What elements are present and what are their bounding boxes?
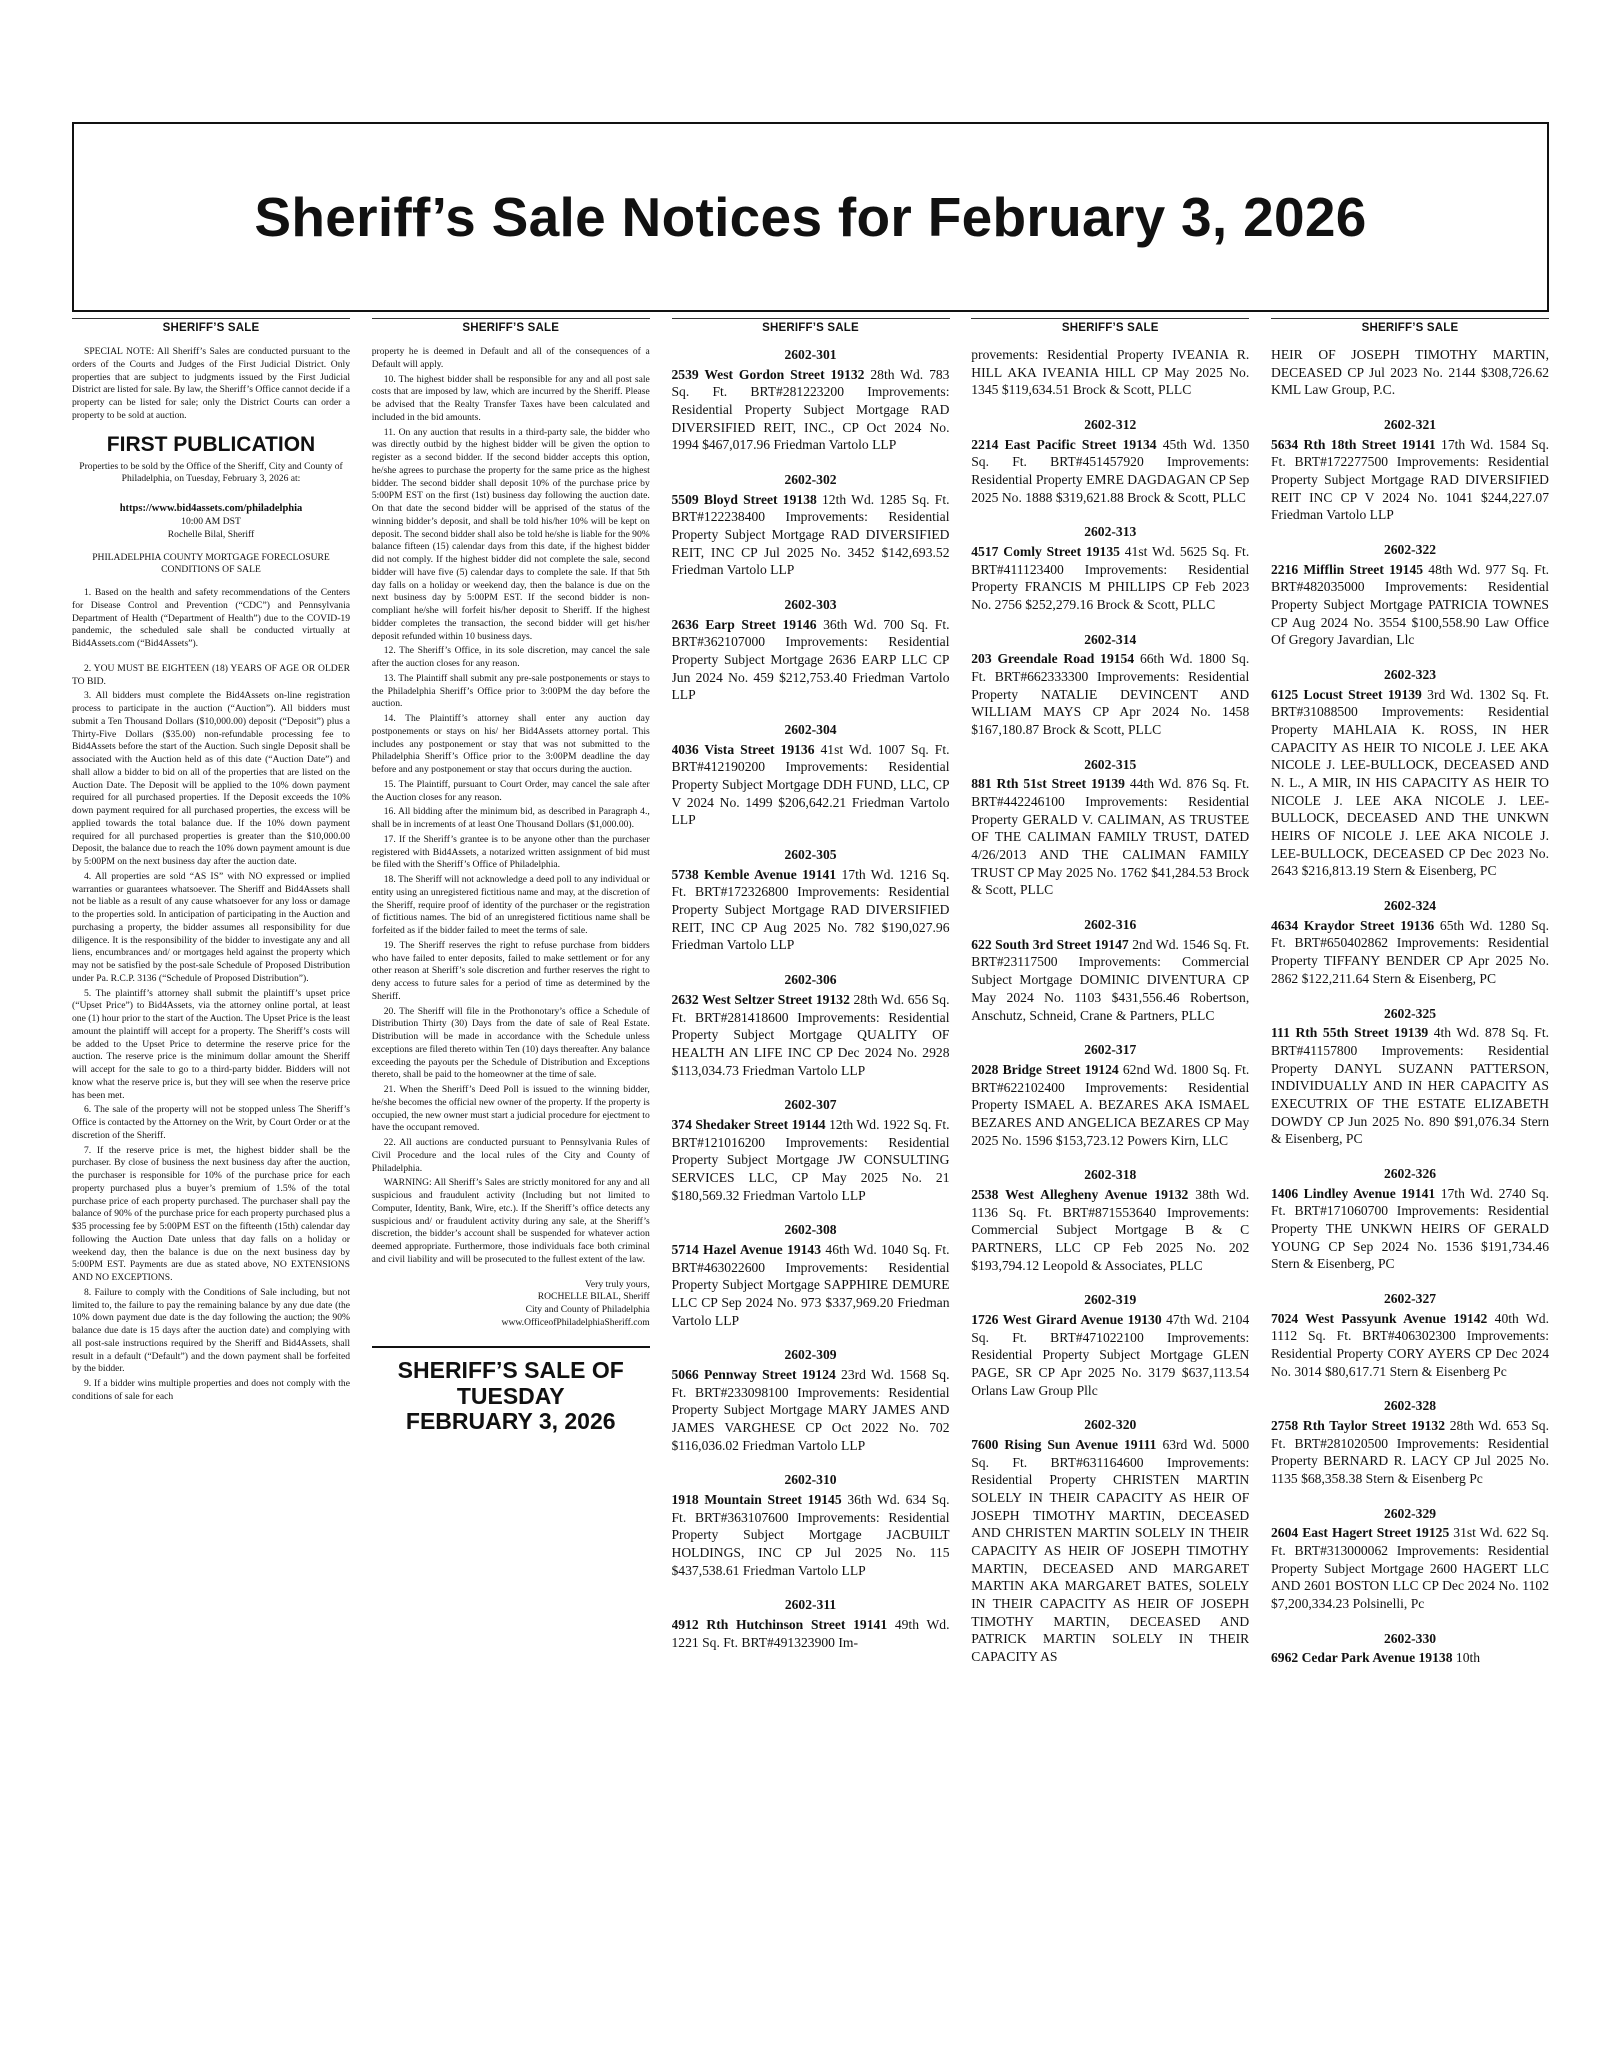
- sale-box-line: SHERIFF’S SALE OF: [397, 1357, 624, 1384]
- conditions-heading: PHILADELPHIA COUNTY MORTGAGE FORECLOSURE CONDITIONS OF SALE: [92, 551, 330, 576]
- listing-address: 4517 Comly Street 19135: [971, 544, 1120, 560]
- listing-entry: [672, 596, 950, 704]
- listing-number: 2602-324: [1383, 898, 1437, 914]
- notice-columns: [72, 318, 1549, 2036]
- listing-entry: [1271, 897, 1549, 987]
- column-heading: SHERIFF’S SALE: [1271, 318, 1549, 334]
- listing-number: 2602-323: [1383, 667, 1437, 683]
- condition-paragraph: 18. The Sheriff will not acknowledge a deed poll to any individual or entity using an unregistered fictitious name and may, at the discretion of the Sheriff, require proof of identity of the purchaser or the registration of fictitious names. The bid of an unregistered fictitious name shall be forfeited as if the bidder failed to meet the terms of sale.: [371, 874, 650, 936]
- listing-address: 2028 Bridge Street 19124: [971, 1061, 1119, 1077]
- listing-number: 2602-315: [1084, 756, 1137, 772]
- publication-text: Properties to be sold by the Office of the Sheriff, City and County of Philadelphia, on Tuesday, February 3, 2026 at:: [79, 460, 343, 485]
- listing-number: 2602-306: [784, 972, 837, 988]
- listing-number: 2602-313: [1084, 524, 1137, 540]
- listing-details: 3rd Wd. 1302 Sq. Ft. BRT#31088500 Improvements: Residential Property MAHLAIA K. ROSS, IN HER CAPACITY AS HEIR TO NICOLE J. LEE AKA NICOLE J. LEE-BULLOCK, DECEASED AND N. L., A MIR, IN HIS CAPACITY AS HEIR TO NICOLE J. LEE AKA NICOLE J. LEE-BULLOCK, DECEASED AND THE UNKWN HEIRS OF NICOLE J. LEE AKA NICOLE J. LEE-BULLOCK, DECEASED CP Dec 2023 No. 2643 $216,813.19 Stern & Eisenberg, PC: [1271, 686, 1549, 879]
- condition-paragraph: 8. Failure to comply with the Conditions of Sale including, but not limited to, the failure to pay the remaining balance by any due date (the 10% down payment due date is the day following the auction; the 90% balance due date is 15 days after the auction date) and complying with all post-sale instructions required by the Sheriff and Bid4Assets, shall result in a default (“Default”) and the down payment shall be forfeited by the bidder.: [72, 1286, 350, 1375]
- condition-paragraph: 21. When the Sheriff’s Deed Poll is issued to the winning bidder, he/she becomes the official new owner of the property. If the property is occupied, the new owner must start a judicial procedure for ejectment to have the occupant removed.: [371, 1084, 650, 1134]
- listing-address: 2539 West Gordon Street 19132: [671, 366, 865, 382]
- listing-details: 62nd Wd. 1800 Sq. Ft. BRT#622102400 Improvements: Residential Property ISMAEL A. BEZARES AKA ISMAEL BEZARES AND ANGELICA BEZARES CP May 2025 No. 1596 $153,723.12 Powers Kirn, LLC: [971, 1061, 1250, 1148]
- listing-number: 2602-308: [784, 1222, 837, 1238]
- listing-number: 2602-325: [1383, 1005, 1437, 1021]
- condition-paragraph: 7. If the reserve price is met, the highest bidder shall be the purchaser. By close of business the next business day after the auction, the purchaser is responsible for 10% of the purchase price for each property purchased plus a buyer’s premium of 1.5% of the total purchase price of each property purchased. The purchaser shall pay the balance of 90% of the purchase price for each property purchased plus a $35 processing fee by 5:00PM EST on the fifteenth (15th) calendar day following the Auction Date unless that day falls on a holiday or weekend day, then the balance is due on the next business day by 5:00PM EST. Payments are due as stated above, NO EXTENSIONS AND NO EXCEPTIONS.: [72, 1144, 350, 1284]
- listing-entry: [971, 1416, 1249, 1665]
- listing-number: 2602-310: [784, 1472, 837, 1488]
- listing-number: 2602-322: [1383, 542, 1437, 558]
- listing-address: 2216 Mifflin Street 19145: [1271, 561, 1424, 577]
- listing-entry: [1271, 666, 1549, 880]
- listing-entry: [672, 1596, 950, 1651]
- listing-number: 2602-301: [784, 347, 837, 362]
- listing-entry: [672, 471, 950, 579]
- listing-address: 111 Rth 55th Street 19139: [1271, 1025, 1429, 1041]
- listing-number: 2602-317: [1084, 1042, 1137, 1058]
- listing-address: 7024 West Passyunk Avenue 19142: [1271, 1310, 1488, 1326]
- warning-paragraph: WARNING: All Sheriff’s Sales are strictly monitored for any and all suspicious and fraudulent activity (Including but not limited to Computer, Identity, Bank, Wire, etc.). If the Sheriff’s office detects any suspicious and/ or fraudulent activity during any sale, at the Sheriff’s discretion, the bidder’s account shall be suspended for whatever action deemed appropriate. Furthermore, those individuals face both criminal and civil liability and will be prosecuted to the fullest extent of the law.: [371, 1177, 650, 1265]
- listing-entry: [1271, 1290, 1549, 1380]
- listing-details: 36th Wd. 700 Sq. Ft. BRT#362107000 Improvements: Residential Property Subject Mortgage 2636 EARP LLC CP Jun 2024 No. 459 $212,753.40 Friedman Vartolo LLP: [671, 616, 950, 703]
- condition-paragraph: 12. The Sheriff’s Office, in its sole discretion, may cancel the sale after the auction closes for any reason.: [371, 645, 650, 669]
- column-1: [72, 318, 350, 2036]
- listing-number: 2602-316: [1084, 917, 1137, 933]
- listing-entry: [1271, 1505, 1549, 1613]
- listing-entry: [672, 346, 950, 454]
- listing-entry: [672, 1221, 950, 1329]
- auction-url: https://www.bid4assets.com/philadelphia: [119, 503, 303, 514]
- signature-line: www.OfficeofPhiladelphiaSheriff.com: [501, 1317, 650, 1329]
- condition-paragraph: 6. The sale of the property will not be stopped unless The Sheriff’s Office is contacted by the Attorney on the Writ, by Court Order or at the discretion of the Sheriff.: [72, 1104, 350, 1141]
- listing-number: 2602-321: [1383, 417, 1437, 433]
- condition-paragraph: 15. The Plaintiff, pursuant to Court Order, may cancel the sale after the Auction closes for any reason.: [371, 778, 650, 803]
- listing-details: 12th Wd. 1922 Sq. Ft. BRT#121016200 Improvements: Residential Property Subject Mortgage JW CONSULTING SERVICES LLC, CP May 2025 No. 21 $180,569.32 Friedman Vartolo LLP: [671, 1116, 950, 1203]
- listing-details: 4th Wd. 878 Sq. Ft. BRT#41157800 Improvements: Residential Property DANYL SUZANN PATTERSON, INDIVIDUALLY AND IN HER CAPACITY AS EXECUTRIX OF THE ESTATE ELIZABETH DOWDY CP Jun 2025 No. 890 $91,076.34 Stern & Eisenberg, PC: [1271, 1025, 1549, 1147]
- listing-details: 10th: [1452, 1650, 1481, 1666]
- column-4: [971, 318, 1249, 2036]
- listing-details: 2nd Wd. 1546 Sq. Ft. BRT#23117500 Improvements: Commercial Subject Mortgage DOMINIC DIVENTURA CP May 2024 No. 1103 $431,556.46 Robertson, Anschutz, Schneid, Crane & Partners, PLLC: [971, 936, 1250, 1023]
- condition-paragraph: 16. All bidding after the minimum bid, as described in Paragraph 4., shall be in increments of at least One Thousand Dollars ($1,000.00).: [371, 806, 650, 830]
- listing-address: 2632 West Seltzer Street 19132: [671, 991, 850, 1007]
- listing-address: 5066 Pennway Street 19124: [671, 1366, 836, 1382]
- listing-number: 2602-329: [1383, 1505, 1437, 1521]
- listing-details: 47th Wd. 2104 Sq. Ft. BRT#471022100 Improvements: Residential Property Subject Mortgage GLEN PAGE, SR CP Apr 2025 No. 3179 $637,113.54 Orlans Law Group Pllc: [971, 1311, 1250, 1398]
- listing-address: 4036 Vista Street 19136: [671, 741, 815, 757]
- listing-details: 17th Wd. 1584 Sq. Ft. BRT#172277500 Improvements: Residential Property Subject Mortgage RAD DIVERSIFIED REIT INC CP V 2024 No. 1041 $244,227.07 Friedman Vartolo LLP: [1271, 436, 1549, 523]
- listing-details: 38th Wd. 1136 Sq. Ft. BRT#871553640 Improvements: Commercial Subject Mortgage B & C PARTNERS, LLC CP Feb 2025 No. 202 $193,794.12 Leopold & Associates, PLLC: [971, 1186, 1250, 1273]
- column-5: [1271, 318, 1549, 2036]
- listing-address: 4912 Rth Hutchinson Street 19141: [671, 1616, 888, 1632]
- listing-number: 2602-312: [1084, 417, 1137, 433]
- listing-entry: [1271, 1165, 1549, 1273]
- listing-number: 2602-328: [1383, 1398, 1437, 1414]
- listing-details: 45th Wd. 1350 Sq. Ft. BRT#451457920 Improvements: Residential Property EMRE DAGDAGAN CP Sep 2025 No. 1888 $319,621.88 Brock & Scott, PLLC: [971, 436, 1250, 505]
- listing-address: 622 South 3rd Street 19147: [971, 936, 1129, 952]
- listing-details: 17th Wd. 1216 Sq. Ft. BRT#172326800 Improvements: Residential Property Subject Mortgage RAD DIVERSIFIED REIT, INC CP Aug 2025 No. 782 $190,027.96 Friedman Vartolo LLP: [671, 866, 950, 953]
- column-heading: SHERIFF’S SALE: [672, 318, 950, 334]
- condition-paragraph: 14. The Plaintiff’s attorney shall enter any auction day postponements or stays on his/ her Bid4Assets attorney portal. This includes any postponement or stay that was not submitted to the Philadelphia Sheriff’s Office prior to the 3:00PM deadline the day before and any postponement or stay that occurs during the auction.: [371, 713, 650, 775]
- listing-number: 2602-305: [784, 847, 837, 863]
- listing-address: 1726 West Girard Avenue 19130: [971, 1311, 1162, 1327]
- column-3: [672, 318, 950, 2036]
- column-heading: SHERIFF’S SALE: [372, 318, 650, 334]
- listing-details: 28th Wd. 653 Sq. Ft. BRT#281020500 Improvements: Residential Property BERNARD R. LACY CP Jul 2025 No. 1135 $68,358.38 Stern & Eisenberg Pc: [1271, 1417, 1549, 1486]
- title-box: [72, 122, 1549, 312]
- listing-entry: [971, 631, 1249, 739]
- condition-paragraph: 3. All bidders must complete the Bid4Assets on-line registration process to participate in the auction (“Auction”). All bidders must submit a Ten Thousand Dollars ($10,000.00) deposit (“Deposit”) plus a Thirty-Five Dollars ($35.00) non-refundable processing fee to Bid4Assets before the start of the Auction. Such single Deposit shall be associated with the Auction held as of this date (“Auction Date”) and shall allow a bidder to bid on all of the properties that are listed on the Auction Date. The Deposit will be applied to the 10% down payment required for all purchased properties. If the Deposit exceeds the 10% down payment required for all purchased properties, the excess will be applied towards the total balance due. If the 10% down payment required for all purchased properties is greater than the $10,000.00 Deposit, the balance due to reach the 10% down payment amount is due by 5:00PM on the next business day after the auction date.: [72, 690, 350, 868]
- condition-paragraph: 22. All auctions are conducted pursuant to Pennsylvania Rules of Civil Procedure and the local rules of the City and County of Philadelphia.: [371, 1137, 650, 1174]
- listing-address: 2636 Earp Street 19146: [671, 616, 817, 632]
- listing-address: 2214 East Pacific Street 19134: [971, 436, 1157, 452]
- listing-address: 2758 Rth Taylor Street 19132: [1271, 1417, 1445, 1433]
- listing-number: 2602-314: [1084, 631, 1137, 647]
- listing-number: 2602-319: [1084, 1292, 1137, 1308]
- listing-details: 49th Wd. 1221 Sq. Ft. BRT#491323900 Im-: [671, 1616, 950, 1650]
- listing-number: 2602-309: [784, 1347, 837, 1363]
- listing-details: 41st Wd. 5625 Sq. Ft. BRT#411123400 Improvements: Residential Property FRANCIS M PHILLIPS CP Feb 2023 No. 2756 $252,279.16 Brock & Scott, PLLC: [971, 544, 1250, 613]
- listing-continuation: provements: Residential Property IVEANIA R. HILL AKA IVEANIA HILL CP May 2025 No. 1345 $119,634.51 Brock & Scott, PLLC: [971, 347, 1250, 398]
- sale-box-line: FEBRUARY 3, 2026: [405, 1407, 616, 1434]
- listing-address: 203 Greendale Road 19154: [971, 651, 1135, 667]
- listing-details: 28th Wd. 783 Sq. Ft. BRT#281223200 Improvements: Residential Property Subject Mortgage RAD DIVERSIFIED REIT, INC., CP Oct 2024 No. 1994 $467,017.96 Friedman Vartolo LLP: [671, 366, 950, 453]
- listing-number: 2602-320: [1084, 1417, 1137, 1433]
- listing-number: 2602-326: [1383, 1165, 1437, 1181]
- condition-paragraph: 13. The Plaintiff shall submit any pre-sale postponements or stays to the Philadelphia Sheriff’s Office prior to 3:00PM the day before the auction.: [371, 672, 650, 710]
- listing-number: 2602-303: [784, 597, 837, 613]
- condition-paragraph: 9. If a bidder wins multiple properties and does not comply with the conditions of sale for each: [72, 1378, 350, 1402]
- listing-entry: [672, 1096, 950, 1204]
- condition-paragraph: 10. The highest bidder shall be responsible for any and all post sale costs that are imposed by law, which are incurred by the Sheriff. Please be advised that the Realty Transfer Taxes have been calculated and included in the bid amounts.: [371, 373, 650, 423]
- signature-line: Very truly yours,: [585, 1278, 650, 1290]
- listing-entry: [971, 523, 1249, 613]
- listing-details: 48th Wd. 977 Sq. Ft. BRT#482035000 Improvements: Residential Property Subject Mortgage PATRICIA TOWNES CP Aug 2024 No. 3554 $100,558.90 Law Office Of Gregory Javardian, Llc: [1271, 561, 1549, 648]
- listing-address: 2604 East Hagert Street 19125: [1271, 1525, 1450, 1541]
- condition-paragraph: 20. The Sheriff will file in the Prothonotary’s office a Schedule of Distribution Thirty (30) Days from the date of sale of Real Estate. Distribution will be made in accordance with the Schedule unless exceptions are filed thereto within Ten (10) days thereafter. Any balance exceeding the payouts per the Schedule of Distribution and Exceptions thereto, shall be paid to the homeowner at the time of sale.: [371, 1005, 650, 1081]
- listing-address: 5738 Kemble Avenue 19141: [671, 866, 837, 882]
- listing-details: 41st Wd. 1007 Sq. Ft. BRT#412190200 Improvements: Residential Property Subject Mortgage DDH FUND, LLC, CP V 2024 No. 1499 $206,642.21 Friedman Vartolo LLP: [671, 741, 950, 828]
- listing-address: 7600 Rising Sun Avenue 19111: [971, 1436, 1157, 1452]
- listing-entry: [1271, 1397, 1549, 1487]
- listing-address: 1406 Lindley Avenue 19141: [1271, 1185, 1436, 1201]
- listing-number: 2602-302: [784, 472, 837, 488]
- listing-number: 2602-318: [1084, 1167, 1137, 1183]
- listing-entry: [971, 1291, 1249, 1399]
- auction-time: 10:00 AM DST: [181, 516, 241, 528]
- condition-paragraph: 5. The plaintiff’s attorney shall submit the plaintiff’s upset price (“Upset Price”) to Bid4Assets, via the attorney online portal, at least one (1) hour prior to the start of the Auction. The Upset Price is the least amount the plaintiff will accept for a property. The Sheriff’s costs will be added to the Upset Price to determine the reserve price for the auction. The reserve price is the minimum dollar amount the Sheriff will accept for the sale to go to a third-party bidder. Bidders will not know what the reserve price is, but they will see when the reserve price has been met.: [72, 987, 350, 1101]
- listing-continuation: HEIR OF JOSEPH TIMOTHY MARTIN, DECEASED CP Jul 2023 No. 2144 $308,726.62 KML Law Group, P.C.: [1271, 347, 1549, 398]
- listing-details: 36th Wd. 634 Sq. Ft. BRT#363107600 Improvements: Residential Property Subject Mortgage JACBUILT HOLDINGS, INC CP Jul 2025 No. 115 $437,538.61 Friedman Vartolo LLP: [671, 1491, 950, 1578]
- condition-paragraph: 19. The Sheriff reserves the right to refuse purchase from bidders who have failed to enter deposits, failed to make settlement or for any other reason at Sheriff’s sole discretion and further reserves the right to deny access to future sales for a period of time as determined by the Sheriff.: [371, 939, 650, 1002]
- listing-entry: [971, 756, 1249, 899]
- listing-entry: [1271, 1005, 1549, 1148]
- listing-details: 63rd Wd. 5000 Sq. Ft. BRT#631164600 Improvements: Residential Property CHRISTEN MARTIN SOLELY IN THEIR CAPACITY AS HEIR OF JOSEPH TIMOTHY MARTIN, DECEASED AND CHRISTEN MARTIN SOLELY IN THEIR CAPACITY AS HEIR OF JOSEPH TIMOTHY MARTIN, DECEASED AND MARGARET MARTIN AKA MARGARET BATES, SOLELY IN THEIR CAPACITY AS HEIR OF JOSEPH TIMOTHY MARTIN, DECEASED AND PATRICK MARTIN SOLELY IN THEIR CAPACITY AS: [971, 1436, 1250, 1664]
- listing-address: 881 Rth 51st Street 19139: [971, 776, 1125, 792]
- listing-entry: [672, 1471, 950, 1579]
- listing-entry: [672, 721, 950, 829]
- condition-paragraph: 2. YOU MUST BE EIGHTEEN (18) YEARS OF AGE OR OLDER TO BID.: [72, 662, 350, 687]
- listing-entry: [672, 846, 950, 954]
- sale-box-line: TUESDAY: [456, 1382, 565, 1409]
- sale-date-box: [372, 1346, 650, 1434]
- listing-number: 2602-327: [1383, 1290, 1437, 1306]
- listing-number: 2602-307: [784, 1097, 837, 1113]
- listing-entry: [672, 971, 950, 1079]
- listing-details: 65th Wd. 1280 Sq. Ft. BRT#650402862 Improvements: Residential Property TIFFANY BENDER CP Apr 2025 No. 2862 $122,211.64 Stern & Eisenberg, PC: [1271, 917, 1549, 986]
- condition-paragraph: 1. Based on the health and safety recommendations of the Centers for Disease Control and Prevention (“CDC”) and Pennsylvania Department of Health (“Department of Health”) due to the COVID-19 pandemic, the scheduled sale shall be conducted virtually at Bid4Assets.com (“Bid4Assets”).: [72, 587, 350, 650]
- listing-details: 31st Wd. 622 Sq. Ft. BRT#313000062 Improvements: Residential Property Subject Mortgage 2600 HAGERT LLC AND 2601 BOSTON LLC CP Dec 2024 No. 1102 $7,200,334.23 Polsinelli, Pc: [1271, 1525, 1549, 1611]
- listing-address: 374 Shedaker Street 19144: [671, 1116, 826, 1132]
- signature-line: ROCHELLE BILAL, Sheriff: [537, 1291, 650, 1303]
- listing-details: 28th Wd. 656 Sq. Ft. BRT#281418600 Improvements: Residential Property Subject Mortgage QUALITY OF HEALTH AN LIFE INC CP Dec 2024 No. 2928 $113,034.73 Friedman Vartolo LLP: [671, 991, 950, 1078]
- column-2: [372, 318, 650, 2036]
- listing-address: 5509 Bloyd Street 19138: [671, 491, 817, 507]
- listing-entry: [1271, 541, 1549, 649]
- listing-number: 2602-330: [1383, 1630, 1437, 1646]
- sheriff-name: Rochelle Bilal, Sheriff: [167, 528, 255, 540]
- listing-details: 44th Wd. 876 Sq. Ft. BRT#442246100 Improvements: Residential Property GERALD V. CALIMAN, AS TRUSTEE OF THE CALIMAN FAMILY TRUST, DATED 4/26/2013 AND THE CALIMAN FAMILY TRUST CP May 2025 No. 1762 $41,284.53 Brock & Scott, PLLC: [971, 776, 1250, 898]
- listing-details: 66th Wd. 1800 Sq. Ft. BRT#662333300 Improvements: Residential Property NATALIE DEVINCENT AND WILLIAM MAYS CP Apr 2024 No. 1458 $167,180.87 Brock & Scott, PLLC: [971, 651, 1250, 738]
- column-heading: SHERIFF’S SALE: [971, 318, 1249, 334]
- condition-paragraph: 17. If the Sheriff’s grantee is to be anyone other than the purchaser registered with Bid4Assets, a notarized written assignment of bid must be filed with the Sheriff’s Office of Philadelphia.: [371, 833, 650, 871]
- condition-paragraph: 11. On any auction that results in a third-party sale, the bidder who was directly outbid by the highest bidder will be given the option to register as a second bidder. If the second bidder accepts this option, he/she agrees to purchase the property for the same price as the highest bidder. The second bidder shall deposit 10% of the purchase price by 5:00PM EST on the first (1st) business day following the auction date. On that date the second bidder will be apprised of the status of the winning bidder’s deposit, and shall be told his/her 10% will be kept on deposit. The second bidder shall also be told he/she is liable for the 90% balance fifteen (15) calendar days from this date, if the highest bidder did not comply. If the highest bidder did not complete the sale, second bidder will have five (5) calendar days to complete the sale. If that 5th day falls on a holiday or weekend day, then the balance is due on the next business day by 5:00PM EST. If the second bidder is non-compliant he/she will forfeit his/her deposit to Sheriff. If the highest bidder completes the transaction, the second bidder will get his/her deposit refunded within 10 business days.: [371, 426, 650, 642]
- listing-address: 5714 Hazel Avenue 19143: [671, 1241, 822, 1257]
- signature-line: City and County of Philadelphia: [525, 1304, 650, 1316]
- listing-number: 2602-311: [784, 1597, 837, 1613]
- listing-entry: [672, 1346, 950, 1454]
- listing-details: 40th Wd. 1112 Sq. Ft. BRT#406302300 Improvements: Residential Property CORY AYERS CP Dec 2024 No. 3014 $80,617.71 Stern & Eisenberg Pc: [1271, 1310, 1549, 1379]
- listing-address: 2538 West Allegheny Avenue 19132: [971, 1186, 1189, 1202]
- column-heading: SHERIFF’S SALE: [72, 318, 350, 334]
- listing-details: 17th Wd. 2740 Sq. Ft. BRT#171060700 Improvements: Residential Property THE UNKWN HEIRS OF GERALD YOUNG CP Sep 2024 No. 1536 $191,734.46 Stern & Eisenberg, PC: [1271, 1185, 1549, 1272]
- special-note: SPECIAL NOTE: All Sheriff’s Sales are conducted pursuant to the orders of the Courts and Judges of the First Judicial District. Only properties that are subject to judgments issued by the First Judicial District are listed for sale. By law, the Sheriff’s Office cannot decide if a property can be listed for sale; only the District Courts can order a property to be sold at auction.: [72, 346, 350, 421]
- listing-entry: [971, 1041, 1249, 1149]
- first-publication-heading: FIRST PUBLICATION: [106, 432, 316, 456]
- listing-details: 46th Wd. 1040 Sq. Ft. BRT#463022600 Improvements: Residential Property Subject Mortgage SAPPHIRE DEMURE LLC CP Sep 2024 No. 973 $337,969.20 Friedman Vartolo LLP: [671, 1241, 950, 1328]
- listing-entry: [971, 1166, 1249, 1274]
- listing-entry: [971, 416, 1249, 506]
- listing-entry: [1271, 416, 1549, 524]
- page-title: Sheriff’s Sale Notices for February 3, 2026: [254, 186, 1367, 248]
- listing-address: 6125 Locust Street 19139: [1271, 686, 1422, 702]
- listing-entry: [971, 916, 1249, 1024]
- listing-details: 23rd Wd. 1568 Sq. Ft. BRT#233098100 Improvements: Residential Property Subject Mortgage MARY JAMES AND JAMES VARGHESE CP Oct 2022 No. 702 $116,036.02 Friedman Vartolo LLP: [671, 1366, 950, 1453]
- listing-details: 12th Wd. 1285 Sq. Ft. BRT#122238400 Improvements: Residential Property Subject Mortgage RAD DIVERSIFIED REIT, INC CP Jul 2025 No. 3452 $142,693.52 Friedman Vartolo LLP: [671, 491, 950, 578]
- listing-address: 4634 Kraydor Street 19136: [1271, 917, 1435, 933]
- listing-address: 1918 Mountain Street 19145: [671, 1491, 842, 1507]
- condition-paragraph: 4. All properties are sold “AS IS” with NO expressed or implied warranties or guarantees whatsoever. The Sheriff and Bid4Assets shall not be liable as a result of any cause whatsoever for any loss or damage to the properties sold. In anticipation of participating in the Auction and purchasing a property, the bidder assumes all responsibility for due diligence. It is the responsibility of the bidder to investigate any and all liens, encumbrances and/ or mortgages held against the property which may not be satisfied by the post-sale Schedule of Proposed Distribution under Pa. R.C.P. 3136 (“Schedule of Proposed Distribution”).: [72, 870, 350, 984]
- listing-address: 6962 Cedar Park Avenue 19138: [1271, 1650, 1453, 1666]
- condition-paragraph: property he is deemed in Default and all of the consequences of a Default will apply.: [371, 346, 650, 370]
- listing-number: 2602-304: [784, 722, 837, 738]
- listing-address: 5634 Rth 18th Street 19141: [1271, 436, 1436, 452]
- listing-entry: [1271, 1630, 1549, 1667]
